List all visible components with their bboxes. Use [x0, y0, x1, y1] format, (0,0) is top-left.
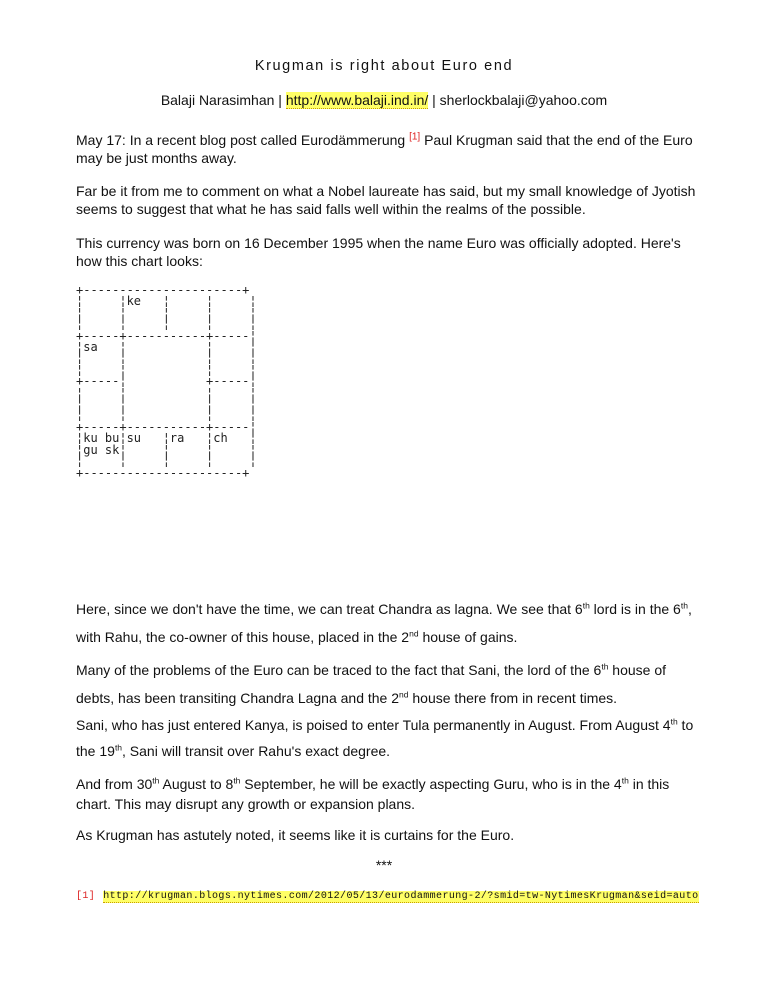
separator-1: | — [274, 92, 286, 108]
ordinal-suffix: th — [621, 775, 629, 786]
paragraph-birth: This currency was born on 16 December 1995 when the name Euro was officially adopted. Here's how this chart looks: — [76, 235, 681, 269]
text: house of debts, has been transiting Chandra Lagna and the 2 — [76, 662, 667, 706]
text: And from 30 — [76, 776, 153, 792]
website-link[interactable]: http://www.balaji.ind.in/ — [285, 92, 429, 108]
section-separator: *** — [375, 857, 393, 873]
paragraph-sani-transit — [76, 712, 696, 764]
paragraph-intro — [76, 131, 696, 167]
text: house of gains. — [418, 629, 518, 645]
text: Sani, who has just entered Kanya, is poised to enter Tula permanently in August. From August 4 — [76, 717, 671, 733]
ordinal-suffix: th — [152, 775, 160, 786]
page-title: Krugman is right about Euro end — [254, 58, 514, 74]
text: house there from in recent times. — [408, 690, 618, 706]
paragraph-conclusion: As Krugman has astutely noted, it seems like it is curtains for the Euro. — [76, 827, 515, 843]
ordinal-suffix: th — [680, 600, 688, 611]
text: , Sani will transit over Rahu's exact degree. — [122, 743, 391, 759]
paragraph-jyotish: Far be it from me to comment on what a Nobel laureate has said, but my small knowledge of Jyotish seems to suggest that what he has said falls well within the realms of the possible. — [76, 183, 696, 217]
footnote-url-link[interactable]: http://krugman.blogs.nytimes.com/2012/05/13/eurodammerung-2/?smid=tw-NytimesKrugman&seid=auto — [103, 891, 699, 902]
ordinal-suffix: nd — [399, 689, 409, 700]
ordinal-suffix: th — [670, 716, 678, 727]
email-address: sherlockbalaji@yahoo.com — [439, 92, 608, 108]
ordinal-suffix: nd — [409, 628, 419, 639]
author-name: Balaji Narasimhan — [160, 92, 275, 108]
text: in this chart. This may disrupt any growth or expansion plans. — [76, 776, 670, 812]
text: Here, since we don't have the time, we can treat Chandra as lagna. We see that 6 — [76, 601, 583, 617]
text: Many of the problems of the Euro can be traced to the fact that Sani, the lord of the 6 — [76, 662, 602, 678]
ordinal-suffix: th — [601, 661, 609, 672]
text: lord is in the 6 — [589, 601, 681, 617]
ordinal-suffix: th — [582, 600, 590, 611]
text: to the 19 — [76, 717, 694, 759]
text: September, he will be exactly aspecting Guru, who is in the 4 — [240, 776, 622, 792]
footnote-mark: [1] — [76, 891, 96, 902]
ordinal-suffix: th — [114, 742, 123, 753]
astrology-chart: +----------------------+ ¦ ¦ke ¦ ¦ ¦ ¦ ¦ ¦ ¦ ¦ ¦ ¦ ¦ ¦ ¦ +-----+-----------+-----¦ ¦sa ¦ ¦ ¦ ¦ ¦ ¦ ¦ ¦ ¦ ¦ ¦ +-----¦ +-----¦ ¦ ¦ ¦ ¦ ¦ ¦ ¦ ¦ ¦ ¦ ¦ ¦ +-----+-----------+-----¦ ¦ku bu¦su ¦ra ¦ch ¦ ¦gu sk¦ ¦ ¦ ¦ ¦ ¦ ¦ ¦ ¦ +----------------------+ — [76, 283, 257, 480]
footnote — [76, 891, 699, 902]
byline — [0, 92, 768, 108]
paragraph-sixth-lord — [76, 595, 696, 651]
footnote-ref-link[interactable]: [1] — [409, 131, 421, 143]
text: August to 8 — [159, 776, 234, 792]
paragraph-guru-aspect — [76, 774, 696, 814]
paragraph-problems — [76, 656, 696, 712]
separator-2: | — [428, 92, 440, 108]
intro-text-cont: Paul Krugman said that the end of the Euro may be just months away. — [76, 132, 693, 166]
ordinal-suffix: th — [233, 775, 241, 786]
text: , with Rahu, the co-owner of this house, placed in the 2 — [76, 601, 692, 645]
intro-text: May 17: In a recent blog post called Eurodämmerung — [76, 132, 406, 148]
